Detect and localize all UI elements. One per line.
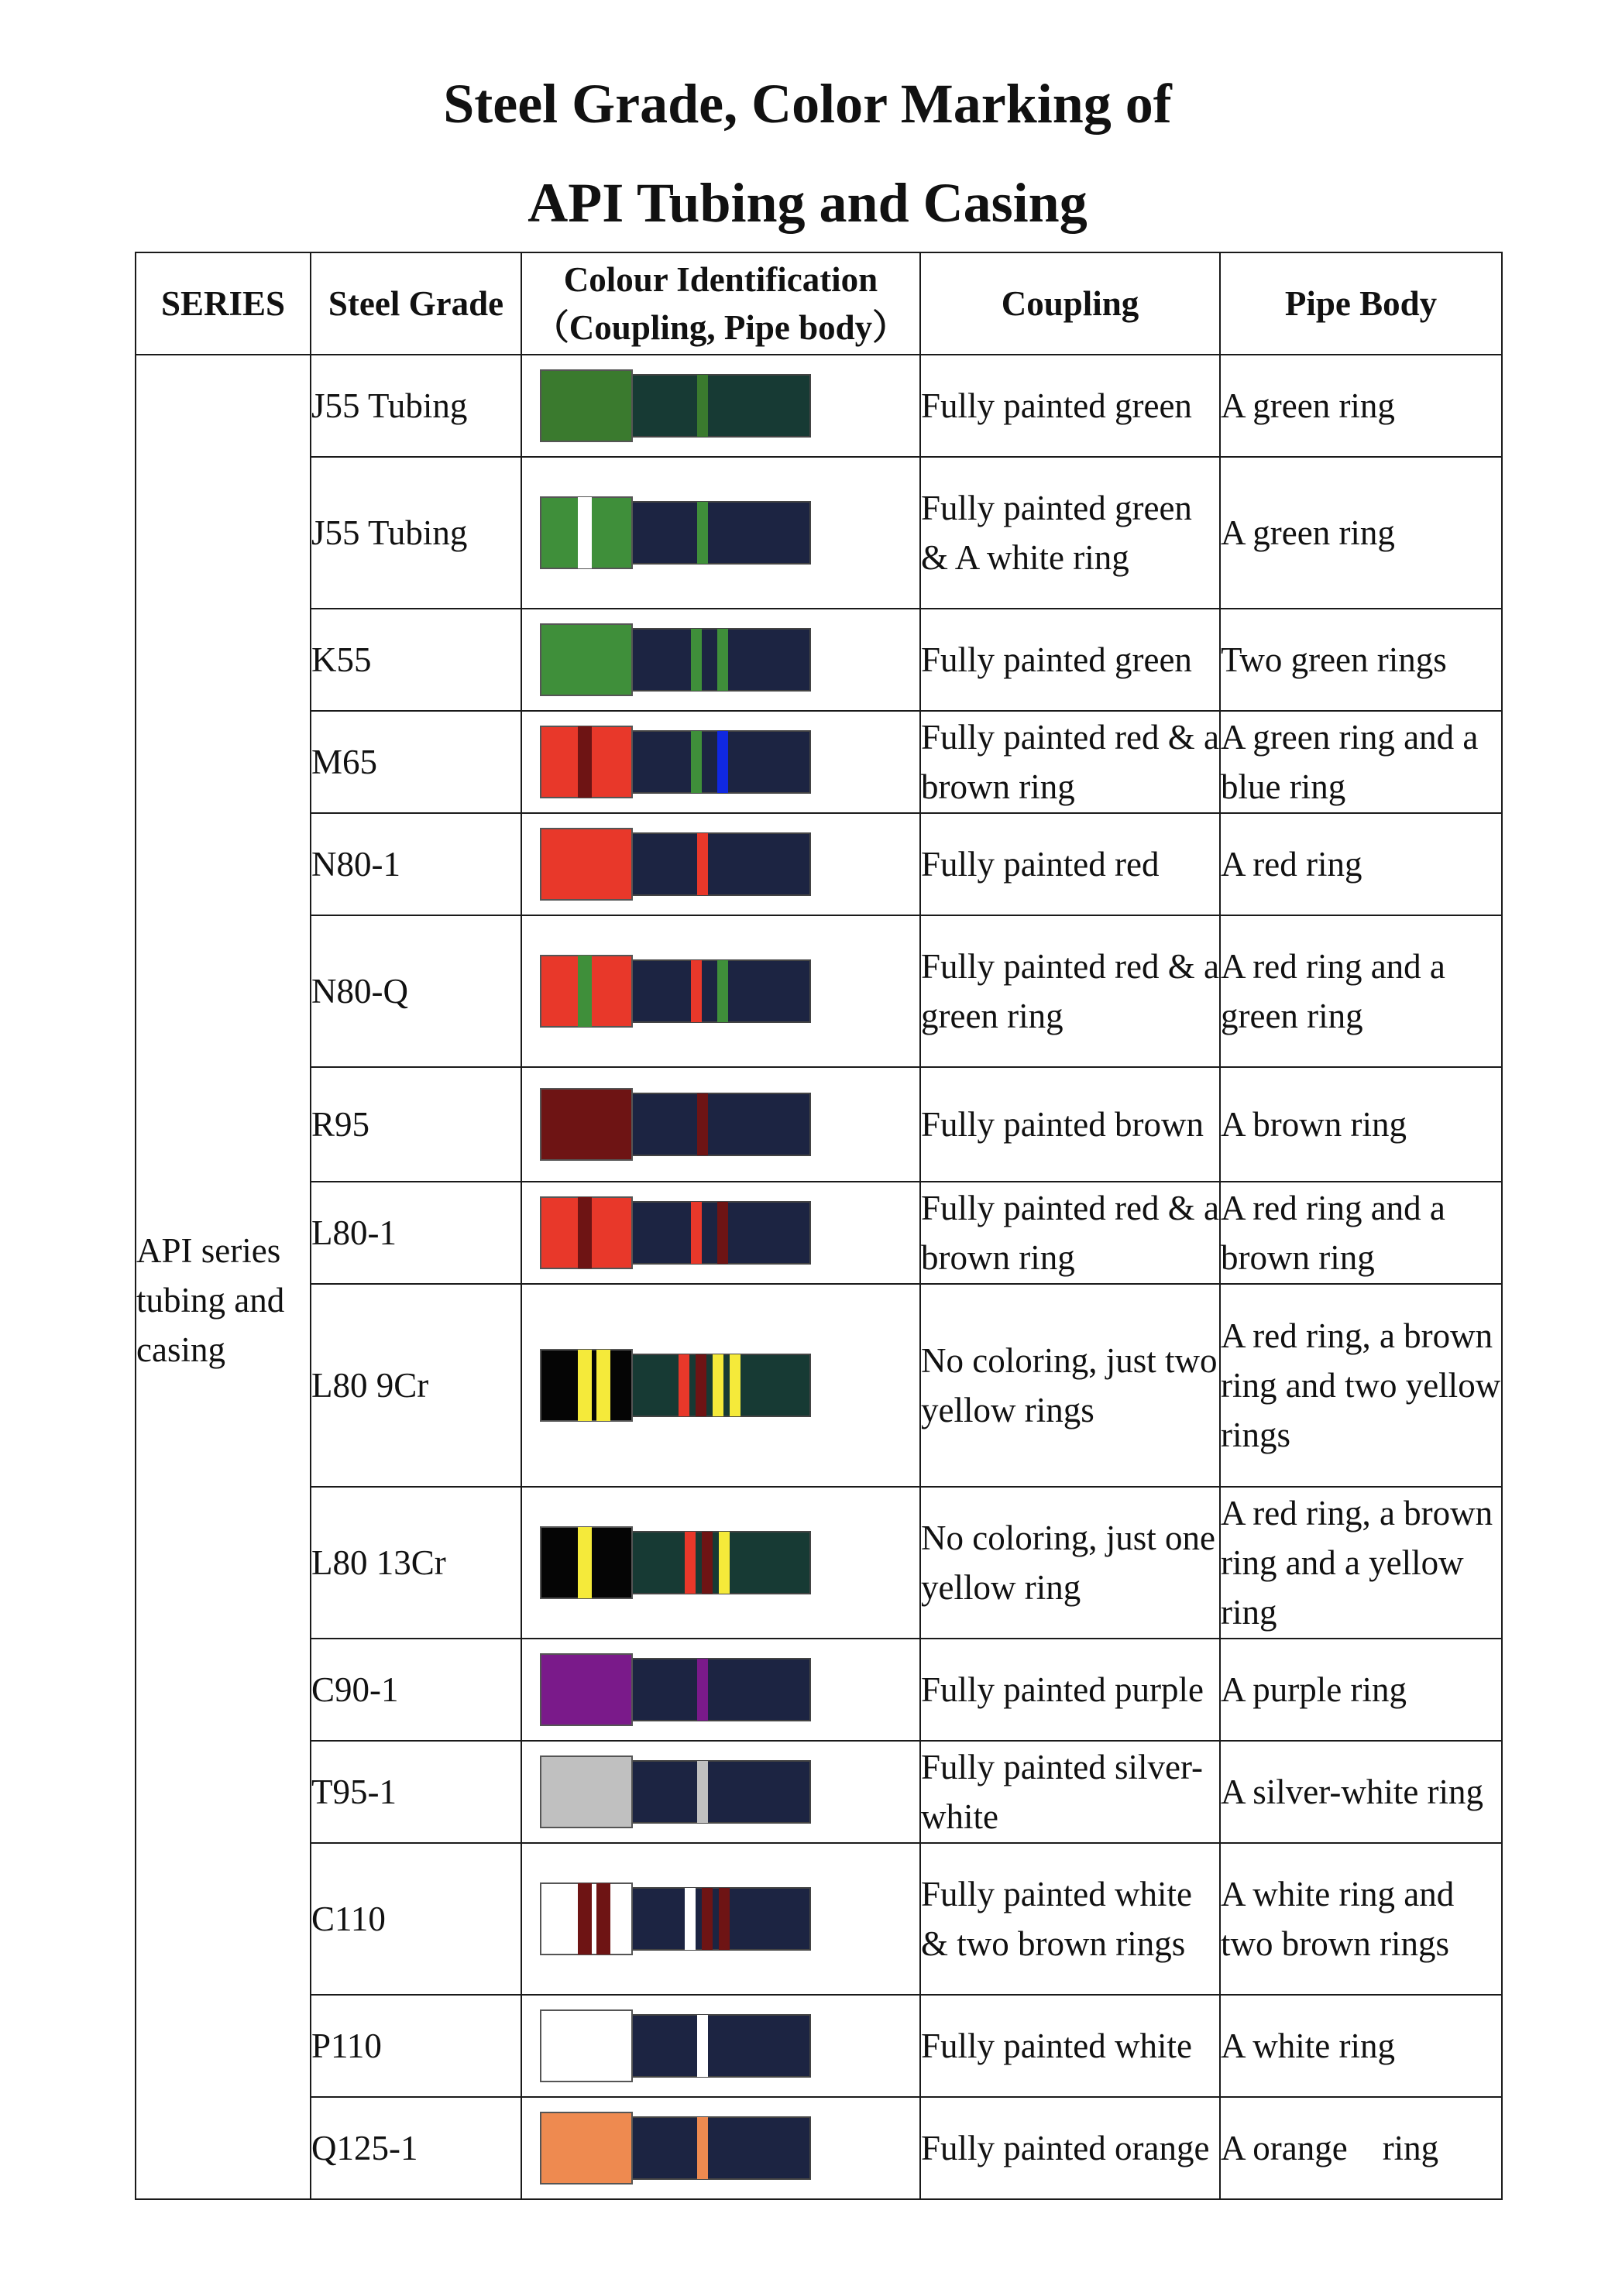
pipe-body-ring <box>697 2015 708 2077</box>
coupling-cell: Fully painted brown <box>920 1067 1220 1182</box>
header-colour-identification-sub: （Coupling, Pipe body） <box>534 308 908 347</box>
coupling-block <box>541 1654 632 1725</box>
pipe-body-ring <box>697 833 708 895</box>
pipe-body-ring <box>697 1659 708 1721</box>
coupling-cell: Fully painted green <box>920 355 1220 457</box>
color-marking-swatch <box>539 623 812 697</box>
colour-identification-cell <box>521 1995 920 2097</box>
colour-identification-cell <box>521 1182 920 1284</box>
pipe-body-cell: A red ring, a brown ring and a yellow ring <box>1220 1487 1502 1639</box>
color-marking-swatch <box>539 1882 812 1956</box>
table-row <box>136 1995 1502 2097</box>
pipe-body-band <box>627 1659 810 1721</box>
table-row <box>136 457 1502 609</box>
pipe-body-ring <box>697 2117 708 2179</box>
colour-identification-cell <box>521 1741 920 1843</box>
color-marking-swatch <box>539 1653 812 1727</box>
table-row <box>136 1741 1502 1843</box>
colour-identification-cell <box>521 457 920 609</box>
pipe-body-ring <box>679 1354 689 1416</box>
pipe-body-ring <box>691 960 702 1022</box>
colour-identification-cell <box>521 813 920 915</box>
colour-identification-cell <box>521 355 920 457</box>
pipe-body-ring <box>697 375 708 437</box>
table-row <box>136 1182 1502 1284</box>
pipe-body-band <box>627 1093 810 1155</box>
pipe-body-ring <box>685 1532 696 1594</box>
color-marking-swatch <box>539 1755 812 1829</box>
pipe-body-ring <box>717 731 728 793</box>
coupling-block <box>541 624 632 695</box>
pipe-body-band <box>627 2117 810 2179</box>
steel-grade-cell: L80 9Cr <box>311 1284 521 1487</box>
pipe-body-ring <box>696 1354 706 1416</box>
coupling-block <box>541 370 632 441</box>
page-title-line-2: API Tubing and Casing <box>527 172 1088 234</box>
table-row <box>136 2097 1502 2199</box>
pipe-body-cell: A brown ring <box>1220 1067 1502 1182</box>
steel-grade-cell: N80-Q <box>311 915 521 1067</box>
coupling-block <box>541 1089 632 1160</box>
header-colour-identification <box>521 252 920 355</box>
steel-grade-cell: C110 <box>311 1843 521 1995</box>
color-marking-table <box>135 252 1503 2200</box>
coupling-block <box>541 2010 632 2082</box>
coupling-cell: Fully painted red & a green ring <box>920 915 1220 1067</box>
pipe-body-cell: A green ring <box>1220 457 1502 609</box>
colour-identification-cell <box>521 1284 920 1487</box>
pipe-body-ring <box>730 1354 740 1416</box>
coupling-ring <box>596 1350 610 1421</box>
header-steel-grade-line-1: Steel <box>328 284 400 323</box>
table-row <box>136 1639 1502 1741</box>
pipe-body-ring <box>702 1532 713 1594</box>
color-marking-swatch <box>539 369 812 443</box>
coupling-cell: Fully painted green <box>920 609 1220 711</box>
header-coupling: Coupling <box>920 252 1220 355</box>
colour-identification-cell <box>521 711 920 813</box>
color-marking-swatch <box>539 1087 812 1162</box>
page-title-line-1: Steel Grade, Color Marking of <box>443 73 1172 135</box>
pipe-body-ring <box>685 1888 696 1950</box>
color-marking-swatch <box>539 1526 812 1600</box>
coupling-block <box>541 829 632 900</box>
coupling-cell: Fully painted purple <box>920 1639 1220 1741</box>
color-marking-swatch <box>539 827 812 901</box>
pipe-body-cell: A red ring and a green ring <box>1220 915 1502 1067</box>
table-row <box>136 355 1502 457</box>
pipe-body-ring <box>702 1888 713 1950</box>
coupling-cell: Fully painted orange <box>920 2097 1220 2199</box>
steel-grade-cell: C90-1 <box>311 1639 521 1741</box>
pipe-body-cell: A red ring, a brown ring and two yellow rings <box>1220 1284 1502 1487</box>
colour-identification-cell <box>521 915 920 1067</box>
coupling-ring <box>578 1350 592 1421</box>
steel-grade-cell: T95-1 <box>311 1741 521 1843</box>
pipe-body-cell: A white ring and two brown rings <box>1220 1843 1502 1995</box>
pipe-body-cell: A white ring <box>1220 1995 1502 2097</box>
color-marking-swatch <box>539 954 812 1028</box>
pipe-body-cell: A green ring and a blue ring <box>1220 711 1502 813</box>
pipe-body-cell: A green ring <box>1220 355 1502 457</box>
colour-identification-cell <box>521 1067 920 1182</box>
table-row <box>136 1284 1502 1487</box>
pipe-body-band <box>627 833 810 895</box>
table-row <box>136 1843 1502 1995</box>
coupling-cell: Fully painted white & two brown rings <box>920 1843 1220 1995</box>
coupling-cell: Fully painted red & a brown ring <box>920 1182 1220 1284</box>
coupling-ring <box>578 1197 592 1268</box>
pipe-body-cell: A silver-white ring <box>1220 1741 1502 1843</box>
colour-identification-cell <box>521 1843 920 1995</box>
pipe-body-band <box>627 2015 810 2077</box>
color-marking-swatch <box>539 725 812 799</box>
coupling-cell: Fully painted red & a brown ring <box>920 711 1220 813</box>
coupling-cell: No coloring, just two yellow rings <box>920 1284 1220 1487</box>
steel-grade-cell: R95 <box>311 1067 521 1182</box>
steel-grade-cell: N80-1 <box>311 813 521 915</box>
pipe-body-ring <box>719 1888 730 1950</box>
colour-identification-cell <box>521 609 920 711</box>
header-colour-identification-title: Colour Identification <box>563 260 878 299</box>
pipe-body-ring <box>691 731 702 793</box>
header-steel-grade-line-2: Grade <box>408 284 504 323</box>
table-row <box>136 1067 1502 1182</box>
color-marking-swatch <box>539 496 812 570</box>
pipe-body-cell: A purple ring <box>1220 1639 1502 1741</box>
color-marking-swatch <box>539 2009 812 2083</box>
colour-identification-cell <box>521 1487 920 1639</box>
header-pipe-body: Pipe Body <box>1220 252 1502 355</box>
coupling-ring <box>578 1883 592 1955</box>
coupling-cell: Fully painted white <box>920 1995 1220 2097</box>
pipe-body-band <box>627 502 810 564</box>
header-row <box>136 252 1502 355</box>
pipe-body-ring <box>697 502 708 564</box>
coupling-cell: Fully painted silver-white <box>920 1741 1220 1843</box>
coupling-cell: Fully painted red <box>920 813 1220 915</box>
pipe-body-ring <box>717 1202 728 1264</box>
series-cell: API series tubing and casing <box>136 355 311 2199</box>
color-marking-swatch <box>539 2111 812 2185</box>
table-row <box>136 609 1502 711</box>
color-marking-swatch <box>539 1348 812 1423</box>
coupling-ring <box>578 1527 592 1598</box>
table-row <box>136 711 1502 813</box>
header-series: SERIES <box>136 252 311 355</box>
steel-grade-cell: Q125-1 <box>311 2097 521 2199</box>
steel-grade-cell: J55 Tubing <box>311 355 521 457</box>
pipe-body-cell: Two green rings <box>1220 609 1502 711</box>
pipe-body-ring <box>697 1761 708 1823</box>
coupling-ring <box>596 1883 610 1955</box>
coupling-cell: Fully painted green & A white ring <box>920 457 1220 609</box>
steel-grade-cell: P110 <box>311 1995 521 2097</box>
pipe-body-ring <box>713 1354 723 1416</box>
pipe-body-cell: A orange ring <box>1220 2097 1502 2199</box>
header-steel-grade <box>311 252 521 355</box>
pipe-body-ring <box>719 1532 730 1594</box>
coupling-ring <box>578 956 592 1027</box>
color-marking-swatch <box>539 1196 812 1270</box>
table-row <box>136 813 1502 915</box>
coupling-block <box>541 1756 632 1828</box>
pipe-body-band <box>627 1761 810 1823</box>
coupling-block <box>541 2112 632 2184</box>
coupling-ring <box>578 726 592 798</box>
coupling-ring <box>578 497 592 568</box>
pipe-body-cell: A red ring <box>1220 813 1502 915</box>
table-row <box>136 915 1502 1067</box>
pipe-body-ring <box>697 1093 708 1155</box>
pipe-body-band <box>627 375 810 437</box>
steel-grade-cell: L80-1 <box>311 1182 521 1284</box>
steel-grade-cell: L80 13Cr <box>311 1487 521 1639</box>
steel-grade-cell: J55 Tubing <box>311 457 521 609</box>
pipe-body-ring <box>691 629 702 691</box>
colour-identification-cell <box>521 1639 920 1741</box>
steel-grade-cell: M65 <box>311 711 521 813</box>
colour-identification-cell <box>521 2097 920 2199</box>
pipe-body-ring <box>717 629 728 691</box>
table-row <box>136 1487 1502 1639</box>
steel-grade-cell: K55 <box>311 609 521 711</box>
pipe-body-cell: A red ring and a brown ring <box>1220 1182 1502 1284</box>
coupling-cell: No coloring, just one yellow ring <box>920 1487 1220 1639</box>
pipe-body-ring <box>691 1202 702 1264</box>
pipe-body-ring <box>717 960 728 1022</box>
